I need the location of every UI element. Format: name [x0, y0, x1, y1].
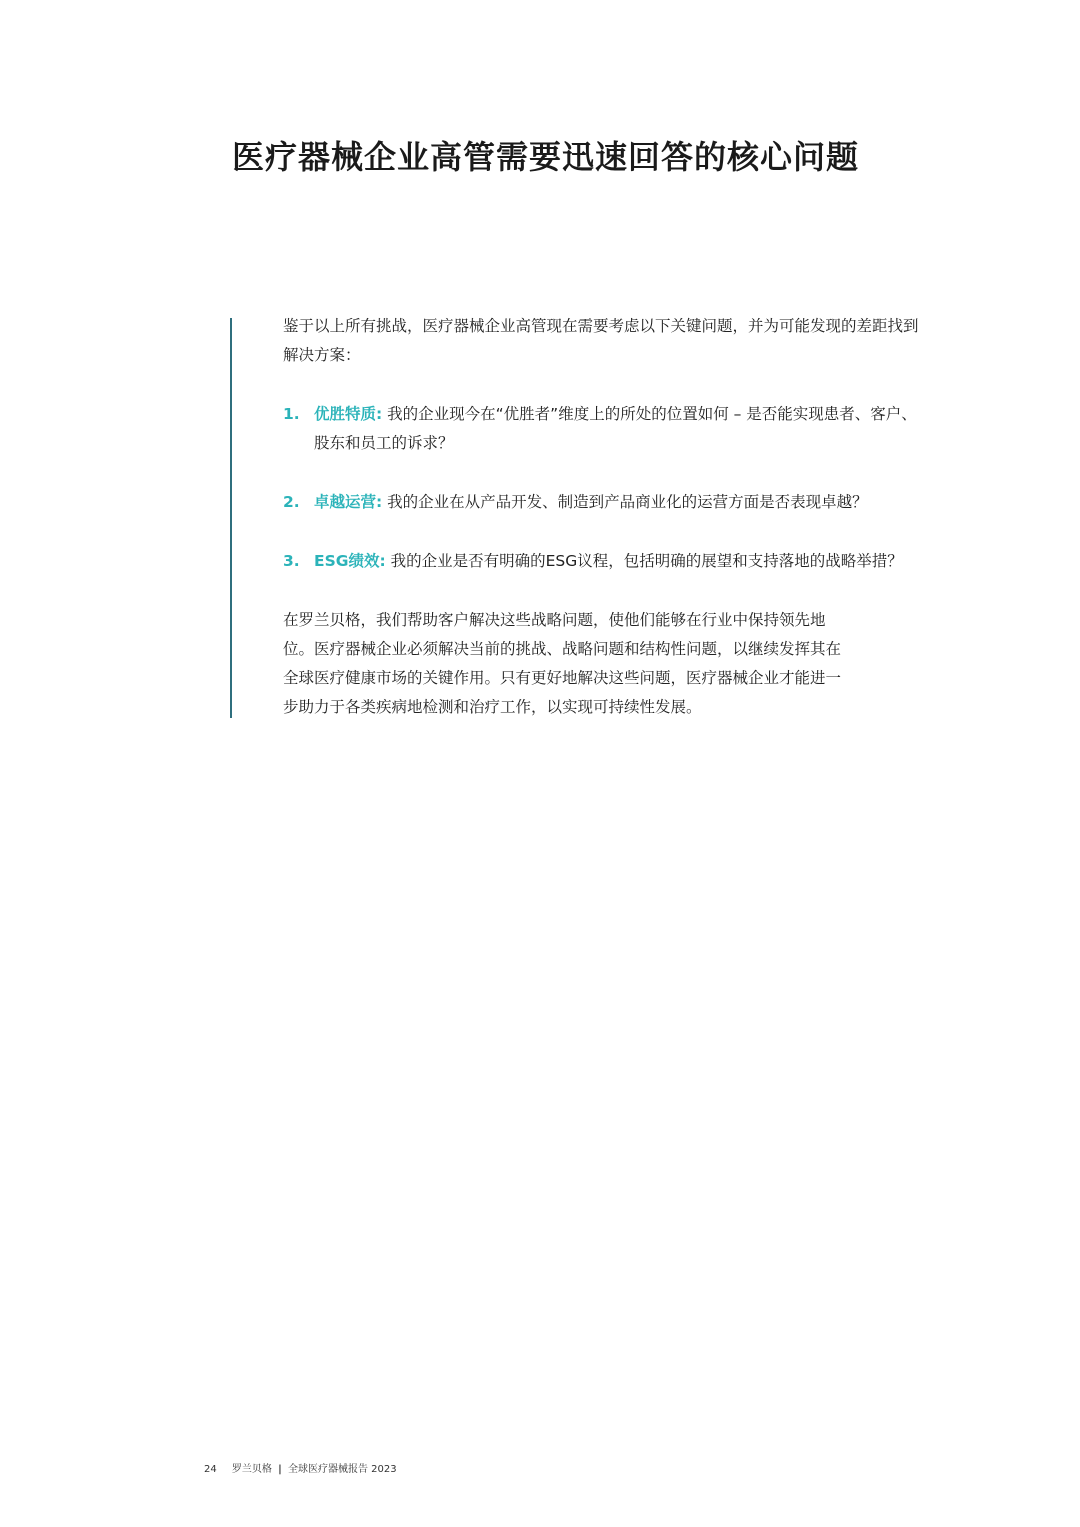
page-footer: [204, 1460, 397, 1475]
accent-rule: [230, 318, 232, 718]
page-title: 医疗器械企业高管需要迅速回答的核心问题: [232, 138, 860, 176]
intro-paragraph: 鉴于以上所有挑战，医疗器械企业高管现在需要考虑以下关键问题，并为可能发现的差距找到解决方案：: [283, 317, 919, 364]
question-number: 1.: [283, 405, 300, 423]
question-title: ESG绩效:: [314, 552, 386, 570]
page-number: 24: [204, 1464, 217, 1475]
footer-brand: 罗兰贝格: [231, 1464, 272, 1475]
question-list: [283, 400, 933, 576]
footer-separator: |: [278, 1464, 282, 1475]
question-title: 优胜特质:: [314, 405, 383, 423]
question-text: 我的企业现今在“优胜者”维度上的所处的位置如何 – 是否能实现患者、客户、股东和员工的诉求？: [314, 405, 917, 452]
question-number: 3.: [283, 552, 300, 570]
question-item-1: [283, 400, 926, 458]
question-text: 我的企业在从产品开发、制造到产品商业化的运营方面是否表现卓越？: [387, 493, 868, 511]
body-content: [283, 312, 933, 722]
question-item-2: [283, 488, 926, 517]
question-title: 卓越运营:: [314, 493, 383, 511]
question-number: 2.: [283, 493, 300, 511]
closing-paragraph: 在罗兰贝格，我们帮助客户解决这些战略问题，使他们能够在行业中保持领先地位。医疗器械企业必须解决当前的挑战、战略问题和结构性问题，以继续发挥其在全球医疗健康市场的关键作用。只有更好地解决这些问题，医疗器械企业才能进一步助力于各类疾病地检测和治疗工作，以实现可持续性发展。: [283, 611, 842, 716]
footer-report-title: 全球医疗器械报告 2023: [287, 1464, 397, 1475]
question-text: 我的企业是否有明确的ESG议程，包括明确的展望和支持落地的战略举措？: [390, 552, 903, 570]
question-item-3: [283, 547, 926, 576]
